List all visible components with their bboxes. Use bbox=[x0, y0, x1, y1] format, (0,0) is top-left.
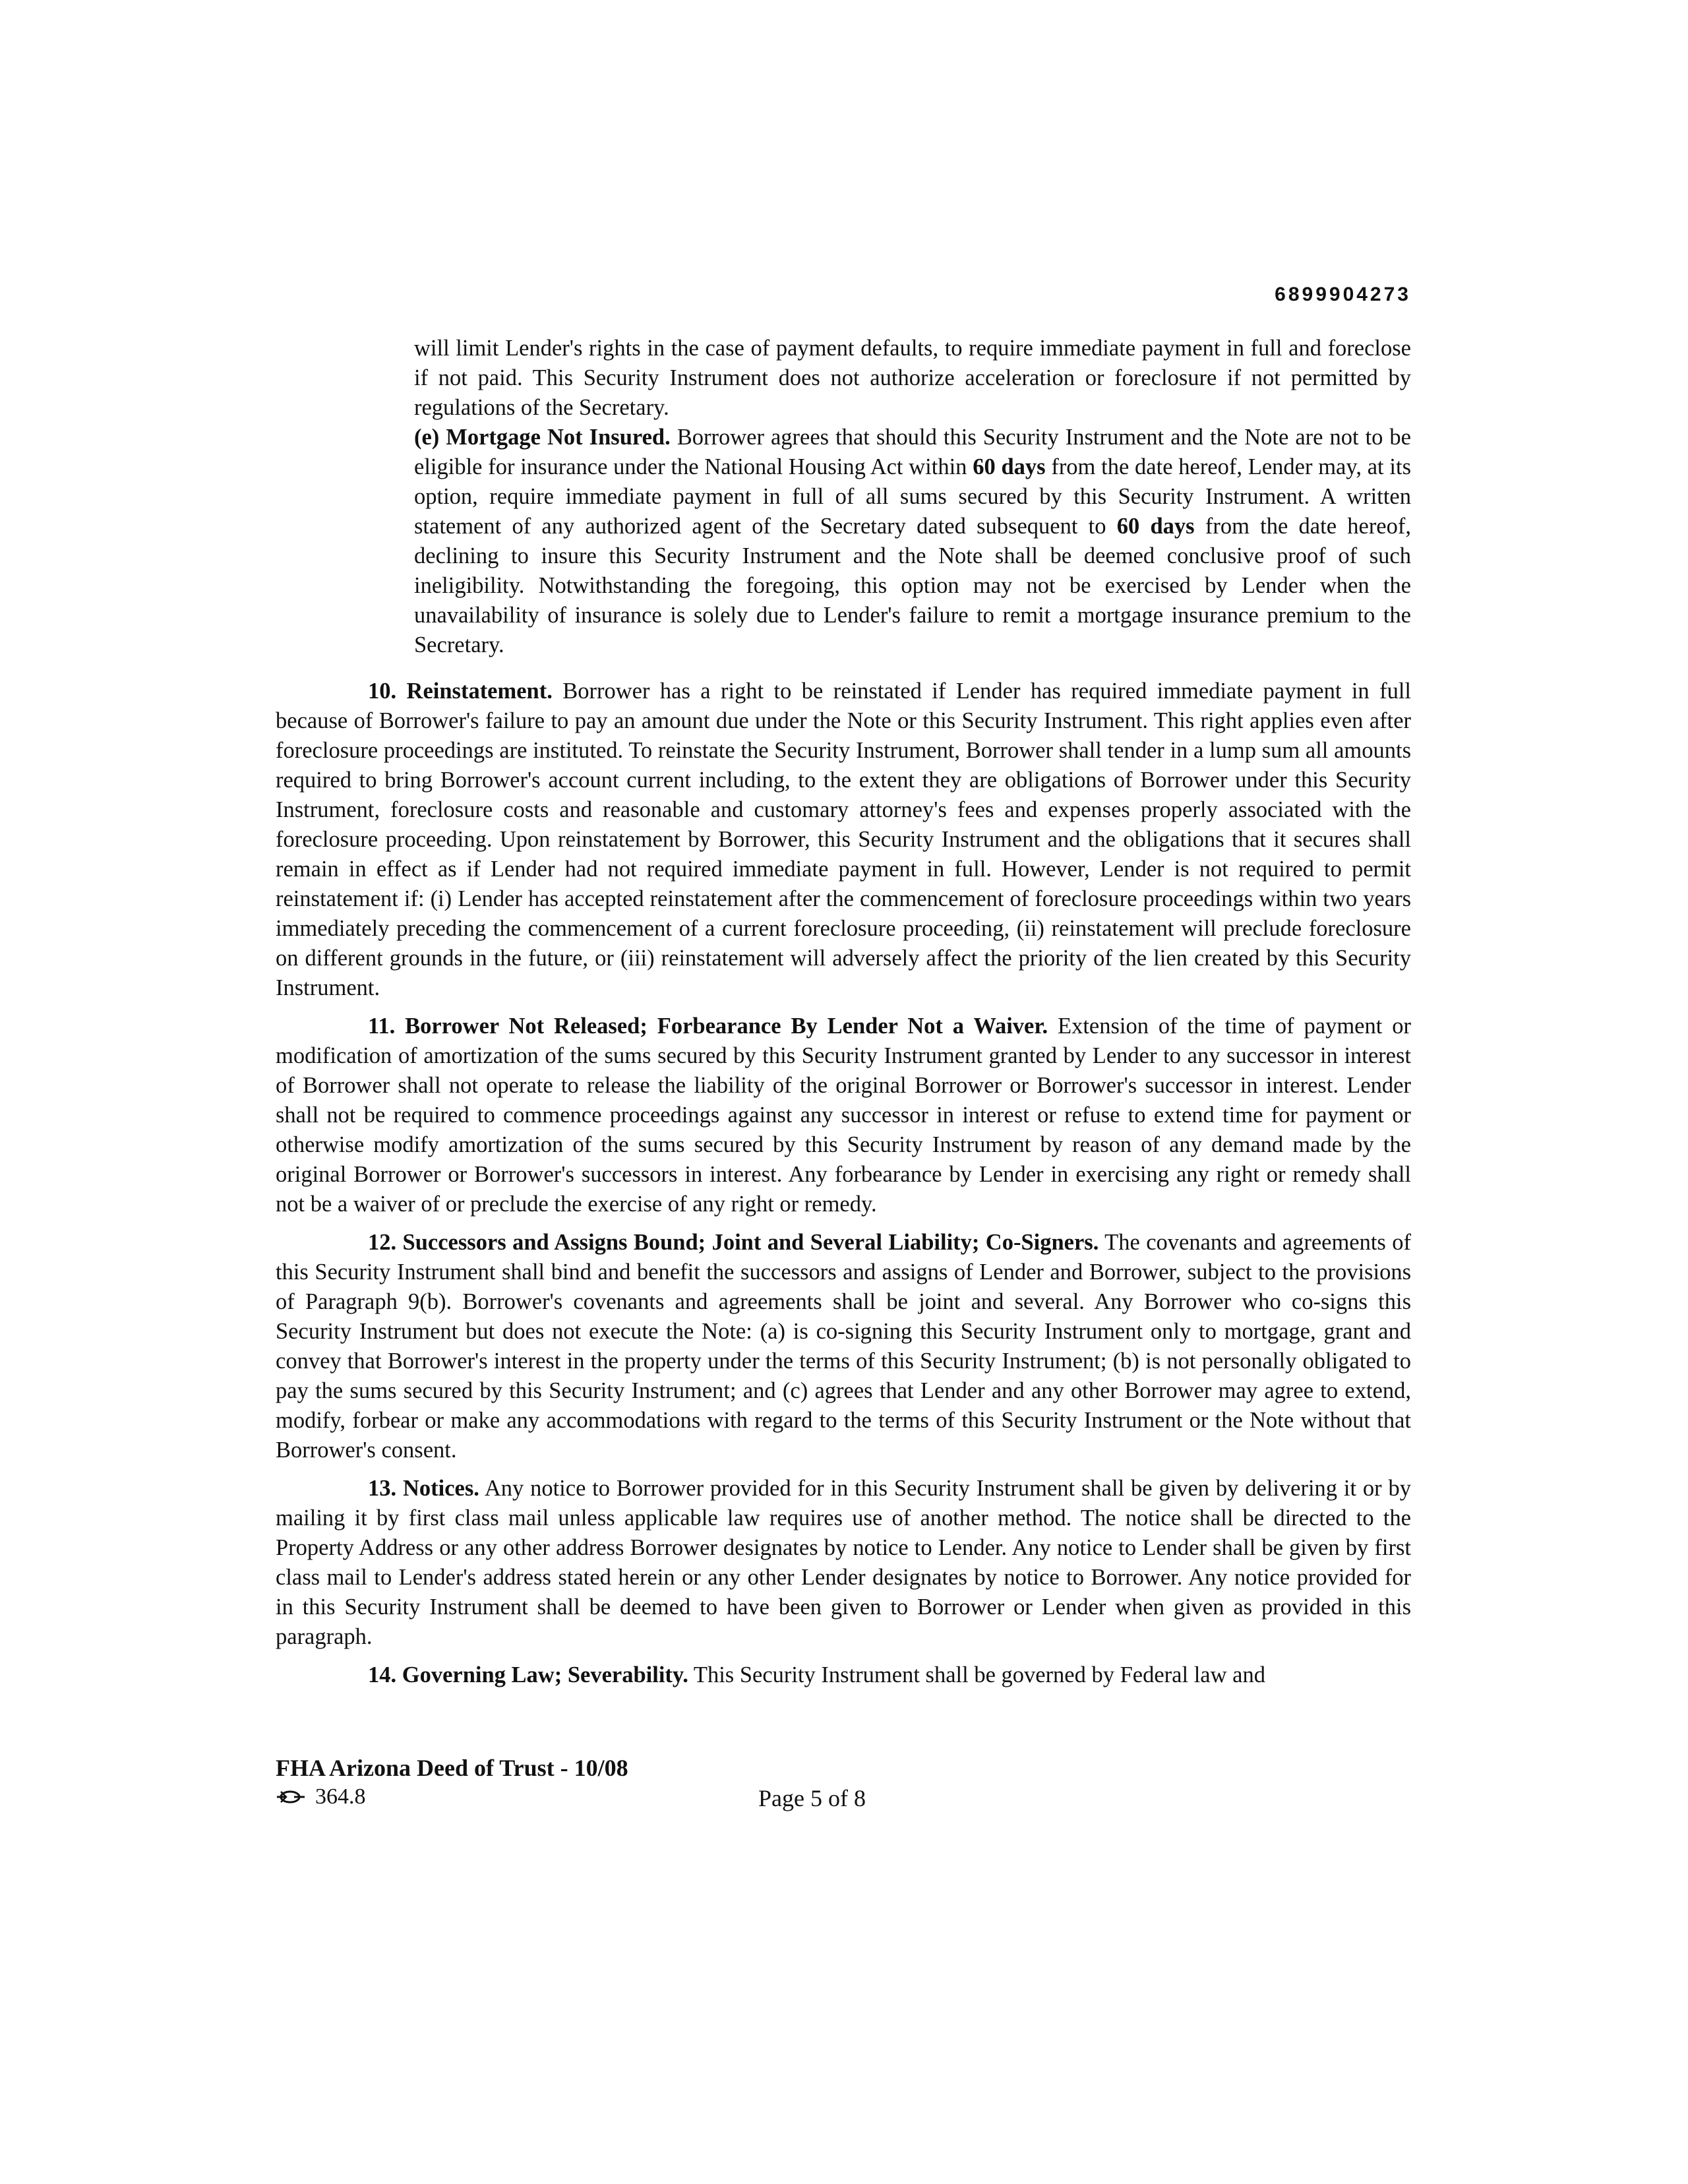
section-heading: 10. Reinstatement. bbox=[368, 679, 553, 704]
section-heading: 14. Governing Law; Severability. bbox=[368, 1662, 688, 1687]
section-borrower-not-released bbox=[276, 1012, 1411, 1219]
section-body: Extension of the time of payment or modification of amortization of the sums secured by this Security Instrument granted by Lender to any successor in interest of Borrower shall not operate to release the liability of the original Borrower or Borrower's successor in interest. Lender shall not be required to commence proceedings against any successor in interest or refuse to extend time for payment or otherwise modify amortization of the sums secured by this Security Instrument by reason of any demand made by the original Borrower or Borrower's successors in interest. Any forbearance by Lender in exercising any right or remedy shall not be a waiver of or preclude the exercise of any right or remedy. bbox=[276, 1014, 1411, 1217]
section-body: This Security Instrument shall be governed by Federal law and bbox=[688, 1662, 1265, 1687]
section-heading: 12. Successors and Assigns Bound; Joint and Several Liability; Co-Signers. bbox=[368, 1230, 1099, 1255]
page-number: Page 5 of 8 bbox=[758, 1785, 866, 1811]
continuation-paragraph: will limit Lender's rights in the case of payment defaults, to require immediate payment in full and foreclose if not paid. This Security Instrument does not authorize acceleration or foreclosure if not permitted by regulations of the Secretary. bbox=[414, 336, 1411, 420]
section-heading: 13. Notices. bbox=[368, 1476, 479, 1501]
form-code: 364.8 bbox=[315, 1784, 366, 1809]
section-notices bbox=[276, 1474, 1411, 1652]
sections-block bbox=[276, 677, 1411, 1699]
form-vendor-logo-icon bbox=[276, 1789, 306, 1805]
section-reinstatement bbox=[276, 677, 1411, 1003]
section-body: The covenants and agreements of this Security Instrument shall bind and benefit the successors and assigns of Lender and Borrower, subject to the provisions of Paragraph 9(b). Borrower's covenants and agreements shall be joint and several. Any Borrower who co-signs this Security Instrument but does not execute the Note: (a) is co-signing this Security Instrument only to mortgage, grant and convey that Borrower's interest in the property under the terms of this Security Instrument; (b) is not personally obligated to pay the sums secured by this Security Instrument; and (c) agrees that Lender and any other Borrower may agree to extend, modify, forbear or make any accommodations with regard to the terms of this Security Instrument or the Note without that Borrower's consent. bbox=[276, 1230, 1411, 1463]
paragraph-text: from the date hereof, declining to insure this Security Instrument and the Note shall be deemed conclusive proof of such ineligibility. Notwithstanding the foregoing, this option may not be exercised by Lender when the unavailability of insurance is solely due to Lender's failure to remit a mortgage insurance premium to the Secretary. bbox=[414, 514, 1411, 657]
section-heading: 11. Borrower Not Released; Forbearance By Lender Not a Waiver. bbox=[368, 1014, 1048, 1039]
days-emphasis: 60 days bbox=[1116, 514, 1195, 539]
form-code-line bbox=[276, 1784, 366, 1809]
section-successors-and-assigns bbox=[276, 1228, 1411, 1465]
days-emphasis: 60 days bbox=[973, 454, 1046, 479]
subsection-block bbox=[414, 334, 1411, 660]
paragraph-text: from the date hereof, Lender may, at its option, require immediate payment in full of all sums secured by this Security Instrument. A written statement of any authorized agent of the Secretary dated subsequent to bbox=[414, 454, 1411, 539]
form-title: FHA Arizona Deed of Trust - 10/08 bbox=[276, 1755, 628, 1781]
loan-number: 6899904273 bbox=[1275, 284, 1411, 305]
section-governing-law bbox=[276, 1660, 1411, 1690]
section-body: Borrower has a right to be reinstated if Lender has required immediate payment in full because of Borrower's failure to pay an amount due under the Note or this Security Instrument. This right applies even after foreclosure proceedings are instituted. To reinstate the Security Instrument, Borrower shall tender in a lump sum all amounts required to bring Borrower's account current including, to the extent they are obligations of Borrower under this Security Instrument, foreclosure costs and reasonable and customary attorney's fees and expenses properly associated with the foreclosure proceeding. Upon reinstatement by Borrower, this Security Instrument and the obligations that it secures shall remain in effect as if Lender had not required immediate payment in full. However, Lender is not required to permit reinstatement if: (i) Lender has accepted reinstatement after the commencement of foreclosure proceedings within two years immediately preceding the commencement of a current foreclosure proceeding, (ii) reinstatement will preclude foreclosure on different grounds in the future, or (iii) reinstatement will adversely affect the priority of the lien created by this Security Instrument. bbox=[276, 679, 1411, 1000]
section-body: Any notice to Borrower provided for in this Security Instrument shall be given by delivering it or by mailing it by first class mail unless applicable law requires use of another method. The notice shall be directed to the Property Address or any other address Borrower designates by notice to Lender. Any notice to Lender shall be given by first class mail to Lender's address stated herein or any other Lender designates by notice to Borrower. Any notice provided for in this Security Instrument shall be deemed to have been given to Borrower or Lender when given as provided in this paragraph. bbox=[276, 1476, 1411, 1649]
mortgage-not-insured-heading: (e) Mortgage Not Insured. bbox=[414, 425, 671, 450]
mortgage-not-insured-paragraph bbox=[414, 423, 1411, 660]
paragraph-text: Borrower agrees that should this Security Instrument and the Note are not to be eligible for insurance under the National Housing Act within bbox=[414, 425, 1411, 479]
